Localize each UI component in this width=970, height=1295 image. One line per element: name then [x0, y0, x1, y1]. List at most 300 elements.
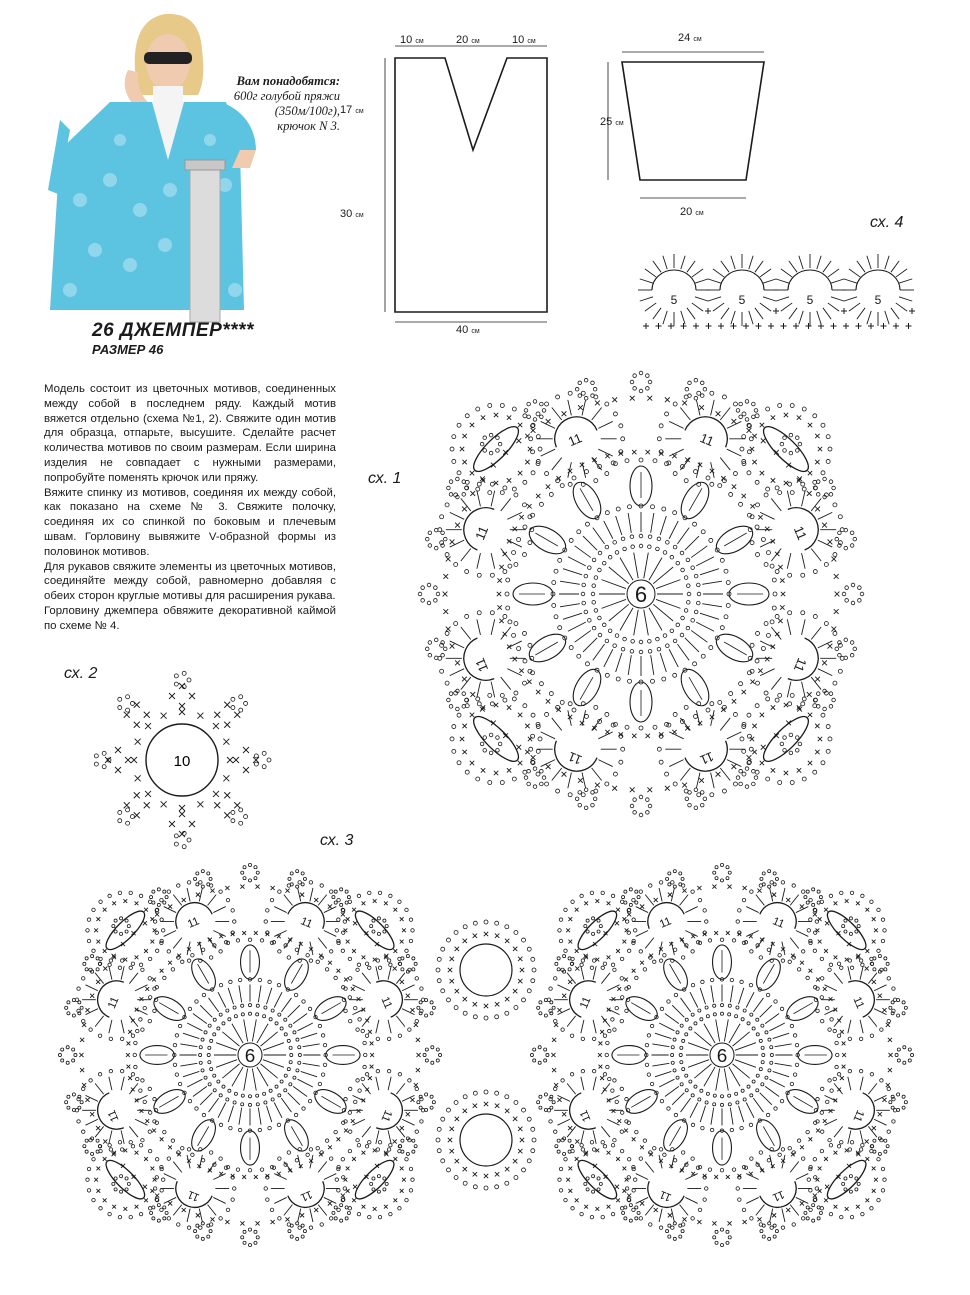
chain-stitch — [178, 1024, 181, 1027]
chain-stitch — [564, 908, 567, 911]
chain-stitch — [389, 1144, 392, 1147]
petal-double-crochet — [834, 1126, 843, 1137]
border-single-crochet — [90, 994, 94, 998]
leaf-single-crochet — [845, 899, 849, 903]
border-single-crochet — [410, 1098, 414, 1102]
chain-stitch — [231, 909, 234, 912]
chain-stitch — [686, 601, 690, 605]
leaf-single-crochet — [865, 908, 869, 912]
chain-stitch — [136, 1029, 139, 1032]
picot — [884, 968, 887, 971]
picot — [165, 1211, 168, 1214]
chain-stitch — [181, 960, 184, 963]
chain-stitch — [730, 1128, 733, 1131]
petal-number: 11 — [790, 655, 810, 675]
chain-stitch — [584, 470, 588, 474]
chain-stitch — [813, 570, 817, 574]
chain-stitch — [694, 574, 698, 578]
small-motif-petal-crochet — [189, 693, 195, 699]
leaf-single-crochet — [362, 901, 366, 905]
petal-double-crochet — [771, 677, 781, 690]
chain-stitch — [376, 1069, 379, 1072]
single-crochet — [370, 1041, 374, 1045]
picot — [728, 1236, 731, 1239]
picot — [819, 896, 822, 899]
border-single-crochet — [155, 912, 159, 916]
chain-stitch — [736, 920, 739, 923]
filler-single-crochet — [520, 968, 524, 972]
chain-stitch — [490, 702, 494, 706]
chain-stitch — [861, 963, 864, 966]
picot — [441, 653, 445, 657]
single-crochet — [765, 657, 769, 661]
border-single-crochet — [300, 893, 304, 897]
small-motif-petal-crochet — [224, 812, 230, 818]
chain-stitch — [801, 611, 805, 615]
small-motif-chain — [239, 695, 243, 699]
dim-top-left: 10 см — [400, 34, 424, 46]
chain-stitch — [824, 622, 828, 626]
chain-stitch — [420, 987, 423, 990]
chain-stitch — [302, 1000, 305, 1003]
leaf-single-crochet — [525, 460, 529, 464]
chain-stitch — [316, 1147, 319, 1150]
chain-stitch — [650, 1082, 653, 1085]
border-single-crochet — [210, 889, 214, 893]
chain-stitch — [778, 781, 782, 785]
ring-double-crochet — [187, 1079, 202, 1087]
small-motif-petal-crochet — [243, 767, 249, 773]
small-motif-single-crochet — [145, 723, 151, 729]
picot — [902, 1001, 905, 1004]
picot — [624, 1206, 627, 1209]
chain-stitch — [755, 414, 759, 418]
petal-double-crochet — [720, 408, 730, 421]
ring-double-crochet — [760, 1005, 772, 1017]
petal-double-crochet — [669, 760, 683, 767]
chain-stitch — [248, 1169, 251, 1172]
single-crochet — [328, 961, 332, 965]
picot — [817, 890, 820, 893]
petal-double-crochet — [187, 888, 190, 901]
chain-stitch — [500, 781, 504, 785]
border-single-crochet — [807, 692, 812, 697]
chain-stitch — [767, 1159, 770, 1162]
leaf-single-crochet — [494, 703, 498, 707]
picot — [780, 742, 784, 746]
picot — [806, 1217, 809, 1220]
chain-stitch — [647, 1034, 650, 1037]
ring-double-crochet — [730, 1108, 733, 1125]
leaf-single-crochet — [94, 928, 98, 932]
petal-double-crochet — [598, 449, 612, 456]
filler-single-crochet — [463, 1109, 467, 1113]
picot — [845, 599, 849, 603]
chain-stitch — [620, 1111, 623, 1114]
small-motif-petal-crochet — [124, 712, 130, 718]
chain-stitch — [298, 1046, 301, 1049]
picot — [639, 795, 643, 799]
petal-double-crochet — [636, 1174, 648, 1180]
chain-stitch — [141, 1138, 144, 1141]
single-crochet — [840, 1076, 844, 1080]
petal-double-crochet — [541, 449, 555, 456]
chain-stitch — [148, 957, 151, 960]
picot — [715, 1230, 718, 1233]
chain-stitch — [503, 570, 507, 574]
chain-stitch — [605, 782, 609, 786]
picot — [152, 1217, 155, 1220]
petal-double-crochet — [592, 768, 602, 781]
ring-double-crochet — [218, 1103, 226, 1118]
picot — [58, 1053, 61, 1056]
center-double-crochet — [232, 1067, 243, 1086]
chain-stitch — [676, 561, 680, 565]
border-single-crochet — [406, 1112, 410, 1116]
edging-base-stitch — [643, 323, 649, 329]
ring-double-crochet — [628, 655, 631, 675]
chain-stitch — [86, 929, 89, 932]
chain-stitch — [284, 1033, 287, 1036]
petal-double-crochet — [129, 1016, 138, 1027]
chain-stitch — [581, 1037, 584, 1040]
picot — [303, 877, 306, 880]
filler-single-crochet — [513, 989, 517, 993]
leaf-single-crochet — [566, 928, 570, 932]
picot — [844, 546, 848, 550]
picot — [243, 1241, 246, 1244]
edging-join-stitch — [841, 308, 847, 314]
chain-stitch — [788, 702, 792, 706]
picot — [296, 870, 299, 873]
chain-stitch — [445, 631, 449, 635]
edging-base-stitch — [881, 323, 887, 329]
picot — [845, 586, 849, 590]
scheme-1-label: сх. 1 — [368, 470, 402, 487]
chain-stitch — [500, 693, 504, 697]
chain-stitch — [99, 1207, 102, 1210]
chain-stitch — [802, 697, 806, 701]
chain-stitch — [778, 953, 781, 956]
petal-double-crochet — [582, 773, 586, 789]
border-single-crochet — [446, 557, 451, 562]
petal-number: 11 — [378, 995, 395, 1011]
chain-stitch — [141, 968, 144, 971]
leaf-single-crochet — [96, 940, 100, 944]
filler-single-crochet — [473, 1172, 477, 1176]
chain-stitch — [295, 948, 298, 951]
chain-stitch — [764, 691, 768, 695]
filler-chain — [522, 998, 526, 1002]
filler-chain — [514, 1176, 518, 1180]
filler-single-crochet — [455, 947, 459, 951]
chain-stitch — [824, 562, 828, 566]
chain-stitch — [768, 1038, 771, 1041]
picot — [817, 901, 820, 904]
picot — [436, 1059, 439, 1062]
chain-stitch — [631, 545, 635, 549]
chain-stitch — [705, 1101, 708, 1104]
picot — [430, 1106, 433, 1109]
petal-double-crochet — [552, 458, 562, 471]
chain-stitch — [765, 1031, 768, 1034]
chain-stitch — [129, 1140, 132, 1143]
ring-double-crochet — [651, 655, 654, 675]
petal-double-crochet — [592, 408, 602, 421]
chain-stitch — [134, 1065, 137, 1068]
single-crochet — [152, 1129, 156, 1133]
edging-base-stitch — [668, 323, 674, 329]
chain-stitch — [689, 1027, 692, 1030]
chain-stitch — [701, 1126, 704, 1129]
picot — [544, 1059, 547, 1062]
center-double-crochet — [733, 1032, 750, 1046]
center-double-crochet — [602, 580, 626, 589]
picot — [66, 1046, 69, 1049]
chain-stitch — [389, 1212, 392, 1215]
chain-stitch — [522, 681, 526, 685]
leaf-single-crochet — [815, 434, 819, 438]
petal-double-crochet — [558, 985, 570, 991]
border-single-crochet — [595, 783, 600, 788]
chain-stitch — [361, 1029, 364, 1032]
chain-stitch — [325, 1139, 328, 1142]
chain-stitch — [118, 1215, 121, 1218]
border-single-crochet — [882, 1098, 886, 1102]
petal-number: 11 — [565, 748, 585, 768]
chain-stitch — [82, 1019, 85, 1022]
picot — [633, 811, 637, 815]
chain-stitch — [98, 1034, 101, 1037]
picot — [814, 698, 818, 702]
chain-stitch — [665, 412, 669, 416]
chain-stitch — [308, 1099, 311, 1102]
chain-stitch — [559, 1167, 562, 1170]
leaf-single-crochet — [808, 423, 812, 427]
chain-stitch — [764, 562, 768, 566]
petal-double-crochet — [552, 718, 562, 731]
filler-chain — [527, 1117, 531, 1121]
shell-stitch — [159, 1096, 178, 1107]
petal-double-crochet — [213, 1174, 225, 1180]
small-motif-chain — [126, 708, 130, 712]
chain-stitch — [837, 1073, 840, 1076]
chain-stitch — [732, 1168, 735, 1171]
chain-stitch — [828, 447, 832, 451]
chain-stitch — [298, 1053, 301, 1056]
petal-number: 11 — [105, 1108, 122, 1124]
chain-stitch — [613, 772, 617, 776]
filler-chain — [446, 938, 450, 942]
chain-stitch — [582, 601, 586, 605]
center-double-crochet — [244, 1019, 248, 1041]
picot — [85, 1139, 88, 1142]
chain-stitch — [554, 615, 558, 619]
small-motif-single-crochet — [179, 709, 185, 715]
chain-stitch — [630, 535, 634, 539]
chain-stitch — [588, 566, 592, 570]
chain-stitch — [191, 1153, 194, 1156]
ring-double-crochet — [700, 988, 705, 1004]
chain-stitch — [694, 714, 698, 718]
picot — [290, 872, 293, 875]
chain-stitch — [321, 1034, 324, 1037]
ring-double-crochet — [604, 649, 613, 667]
edging-fan-stitch — [844, 279, 857, 283]
chain-stitch — [627, 949, 630, 952]
edging-fan-stitch — [885, 256, 889, 269]
chain-stitch — [790, 491, 794, 495]
small-motif-petal-crochet — [169, 693, 175, 699]
scheme-4-label: сх. 4 — [870, 214, 904, 231]
small-motif-chain — [182, 671, 186, 675]
filler-chain — [446, 998, 450, 1002]
chain-stitch — [213, 1033, 216, 1036]
chain-stitch — [813, 414, 817, 418]
leaf-single-crochet — [824, 1198, 828, 1202]
chain-stitch — [859, 1148, 862, 1151]
picot — [383, 930, 386, 933]
picot — [290, 1224, 293, 1227]
chain-stitch — [236, 939, 239, 942]
picot — [67, 1106, 70, 1109]
chain-stitch — [733, 402, 737, 406]
chain-stitch — [709, 538, 713, 542]
picot — [163, 1217, 166, 1220]
picot — [728, 871, 731, 874]
ring-double-crochet — [669, 521, 678, 539]
small-motif-number: 10 — [173, 753, 191, 770]
border-single-crochet — [516, 438, 521, 443]
picot — [681, 1230, 684, 1233]
chain-stitch — [508, 620, 512, 624]
border-single-crochet — [647, 396, 652, 401]
chain-stitch — [697, 592, 701, 596]
chain-stitch — [766, 1113, 769, 1116]
chain-stitch — [619, 760, 623, 764]
chain-stitch — [718, 700, 722, 704]
picot — [633, 374, 637, 378]
leaf-single-crochet — [135, 1205, 139, 1209]
chain-stitch — [178, 1082, 181, 1085]
picot — [207, 883, 210, 886]
petal-double-crochet — [318, 938, 327, 949]
chain-stitch — [650, 679, 654, 683]
chain-stitch — [605, 639, 609, 643]
chain-stitch — [650, 505, 654, 509]
picot — [157, 1204, 160, 1207]
petal-double-crochet — [568, 773, 572, 789]
leaf-single-crochet — [575, 908, 579, 912]
picot — [591, 803, 595, 807]
chain-stitch — [523, 525, 527, 529]
leaf-single-crochet — [760, 423, 764, 427]
picot — [760, 877, 763, 880]
shell-stitch — [793, 1003, 812, 1014]
chain-stitch — [284, 1089, 287, 1092]
border-single-crochet — [255, 885, 259, 889]
picot — [850, 544, 854, 548]
chain-stitch — [398, 1034, 401, 1037]
body-pattern-diagram — [380, 40, 560, 330]
picot — [462, 493, 466, 497]
chain-stitch — [278, 1157, 281, 1160]
ring-double-crochet — [700, 569, 719, 575]
petal-double-crochet — [802, 553, 806, 569]
border-single-crochet — [210, 1217, 214, 1221]
petal-double-crochet — [727, 421, 741, 428]
petal-double-crochet — [324, 1174, 336, 1180]
single-crochet — [140, 997, 144, 1001]
chain-stitch — [705, 1187, 708, 1190]
chain-stitch — [569, 646, 573, 650]
chain-stitch — [720, 626, 724, 630]
chain-stitch — [590, 891, 593, 894]
small-motif-petal-crochet — [234, 712, 240, 718]
single-crochet — [714, 931, 718, 935]
chain-stitch — [296, 1069, 299, 1072]
picot — [639, 371, 643, 375]
chain-stitch — [881, 939, 884, 942]
petal-double-crochet — [129, 1126, 138, 1137]
border-single-crochet — [828, 539, 833, 544]
picot — [447, 486, 451, 490]
border-single-crochet — [697, 886, 701, 890]
chain-stitch — [706, 476, 710, 480]
petal-double-crochet — [402, 1119, 414, 1125]
border-single-crochet — [240, 885, 244, 889]
small-motif-chain — [102, 751, 106, 755]
chain-stitch — [756, 1074, 759, 1077]
border-single-crochet — [825, 1185, 829, 1189]
border-single-crochet — [772, 893, 776, 897]
petal-double-crochet — [396, 973, 405, 984]
picot — [209, 1230, 212, 1233]
chain-stitch — [175, 1073, 178, 1076]
small-motif-chain — [231, 819, 235, 823]
border-single-crochet — [516, 745, 521, 750]
edging-base-stitch — [793, 323, 799, 329]
chain-stitch — [625, 1009, 628, 1012]
chain-stitch — [601, 966, 604, 969]
filler-chain — [495, 921, 499, 925]
chain-stitch — [554, 1087, 557, 1090]
chain-stitch — [816, 1097, 819, 1100]
filler-single-crochet — [463, 939, 467, 943]
picot — [688, 803, 692, 807]
picot — [428, 544, 432, 548]
petal-double-crochet — [782, 888, 785, 901]
chain-stitch — [561, 1028, 564, 1031]
edging-fan-stitch — [653, 308, 661, 319]
chain-stitch — [337, 898, 340, 901]
edging-base-stitch — [706, 323, 712, 329]
chain-stitch — [643, 968, 646, 971]
chain-stitch — [848, 1069, 851, 1072]
chain-stitch — [792, 884, 795, 887]
chain-stitch — [756, 1089, 759, 1092]
chain-stitch — [598, 633, 602, 637]
chain-stitch — [698, 898, 701, 901]
petal-double-crochet — [86, 1119, 98, 1125]
chain-stitch — [585, 522, 589, 526]
border-single-crochet — [196, 1213, 200, 1217]
edging-base-stitch — [856, 323, 862, 329]
leaf-single-crochet — [760, 471, 764, 475]
chain-stitch — [269, 1018, 272, 1021]
chain-stitch — [766, 697, 770, 701]
picot — [773, 1224, 776, 1227]
